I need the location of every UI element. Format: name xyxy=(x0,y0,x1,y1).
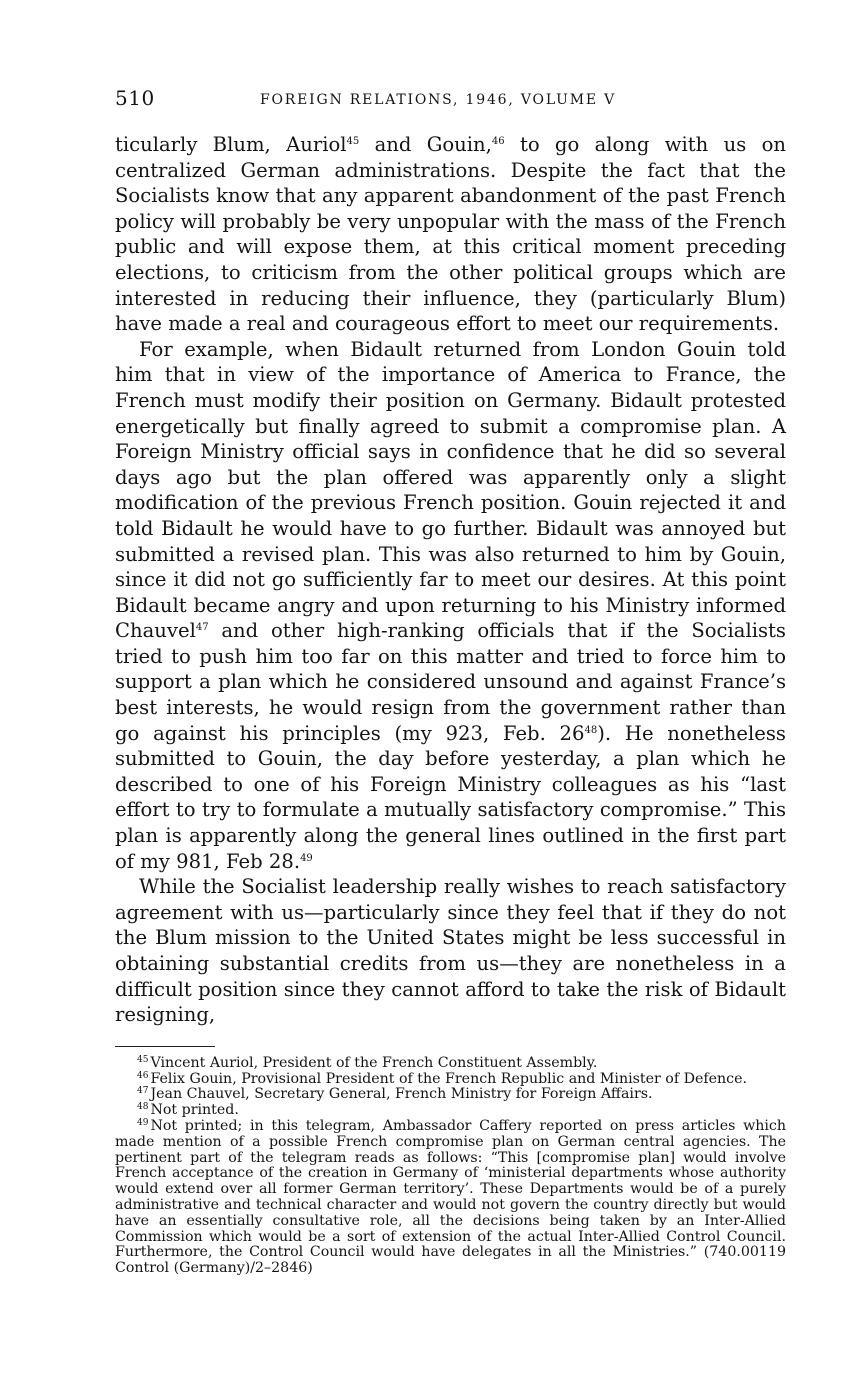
paragraph-text: For example, when Bidault returned from London Gouin told him that in view of the importance of America to France, the French must modify their position on Germany. Bidault protested energetically but finally agreed to submit a compromise plan. A Foreign Ministry official says in confidence that he did so several days ago but the plan offered was apparently only a slight modification of the previous French position. Gouin rejected it and told Bidault he would have to go further. Bidault was annoyed but submitted a revised plan. This was also returned to him by Gouin, since it did not go sufficiently far to meet our desires. At this point Bidault became angry and upon returning to his Ministry informed Chauvel xyxy=(115,337,786,643)
footnote-text: Not printed. xyxy=(150,1102,239,1119)
paragraph-text: ticularly Blum, Auriol xyxy=(115,133,347,156)
paragraph-text: and other high-ranking officials that if the Socialists tried to push him too far on this matter and tried to force him to support a plan which he considered unsound and against France’s best interests, he would resign from the government rather than go against his principles (my 923, Feb. 26 xyxy=(115,619,786,745)
footnotes xyxy=(115,1056,786,1277)
footnote-47 xyxy=(115,1087,786,1103)
document-page xyxy=(115,86,786,1277)
paragraph-1 xyxy=(115,132,786,337)
footnote-mark: 49 xyxy=(137,1117,149,1128)
paragraph-text: ). He nonetheless submitted to Gouin, the day before yesterday, a plan which he described to one of his Foreign Ministry colleagues as his “last effort to try to formulate a mutually satisfactory compromise.” This plan is apparently along the general lines outlined in the first part of my 981, Feb 28. xyxy=(115,721,786,873)
footnote-45 xyxy=(115,1056,786,1072)
footnote-mark: 46 xyxy=(137,1070,149,1081)
page-header xyxy=(115,86,786,118)
paragraph-text: While the Socialist leadership really wishes to reach satisfactory agreement with us—particularly since they feel that if they do not the Blum mission to the United States might be less successful in obtaining substantial credits from us—they are nonetheless in a difficult position since they cannot afford to take the risk of Bidault resigning, xyxy=(115,875,786,1027)
footnote-divider xyxy=(115,1046,215,1047)
footnote-mark: 47 xyxy=(137,1086,149,1097)
paragraph-2 xyxy=(115,337,786,874)
footnote-48 xyxy=(115,1103,786,1119)
footnote-ref-49[interactable]: 49 xyxy=(300,852,313,864)
footnote-46 xyxy=(115,1072,786,1088)
footnote-ref-46[interactable]: 46 xyxy=(491,136,505,147)
footnote-ref-45[interactable]: 45 xyxy=(346,136,360,147)
footnote-ref-48[interactable]: 48 xyxy=(584,724,598,736)
footnote-text: Vincent Auriol, President of the French Constituent Assembly. xyxy=(150,1054,598,1071)
paragraph-3 xyxy=(115,874,786,1028)
paragraph-text: and Gouin, xyxy=(359,133,492,156)
footnote-49 xyxy=(115,1119,786,1277)
page-number: 510 xyxy=(115,86,155,110)
footnote-text: Not printed; in this telegram, Ambassador Caffery reported on press articles which made mention of a possible French compromise plan on German central agencies. The pertinent part of the telegram reads as follows: “This [compromise plan] would involve French acceptance of the creation in Germany of ‘ministerial departments whose authority would extend over all former German territory’. These Departments would be of a purely administrative and technical character and would not govern the country directly but would have an essentially consultative role, all the decisions being taken by an Inter-Allied Commission which would be a sort of extension of the actual Inter-Allied Control Council. Furthermore, the Control Council would have delegates in all the Ministries.” (740.00119 Control (Germany)/2–2846) xyxy=(115,1117,786,1277)
body-text xyxy=(115,132,786,1028)
paragraph-text: to go along with us on centralized German administrations. Despite the fact that the Socialists know that any apparent abandonment of the past French policy will probably be very unpopular with the mass of the French public and will expose them, at this critical moment preceding elections, to criticism from the other political groups which are interested in reducing their influence, they (particularly Blum) have made a real and courageous effort to meet our requirements. xyxy=(115,133,786,336)
footnote-ref-47[interactable]: 47 xyxy=(195,622,209,634)
running-head: FOREIGN RELATIONS, 1946, VOLUME V xyxy=(260,92,617,108)
footnote-mark: 48 xyxy=(137,1102,149,1113)
footnote-text: Felix Gouin, Provisional President of the French Republic and Minister of Defence. xyxy=(150,1070,748,1087)
footnote-text: Jean Chauvel, Secretary General, French Ministry for Foreign Affairs. xyxy=(150,1086,653,1103)
footnote-mark: 45 xyxy=(137,1054,149,1065)
